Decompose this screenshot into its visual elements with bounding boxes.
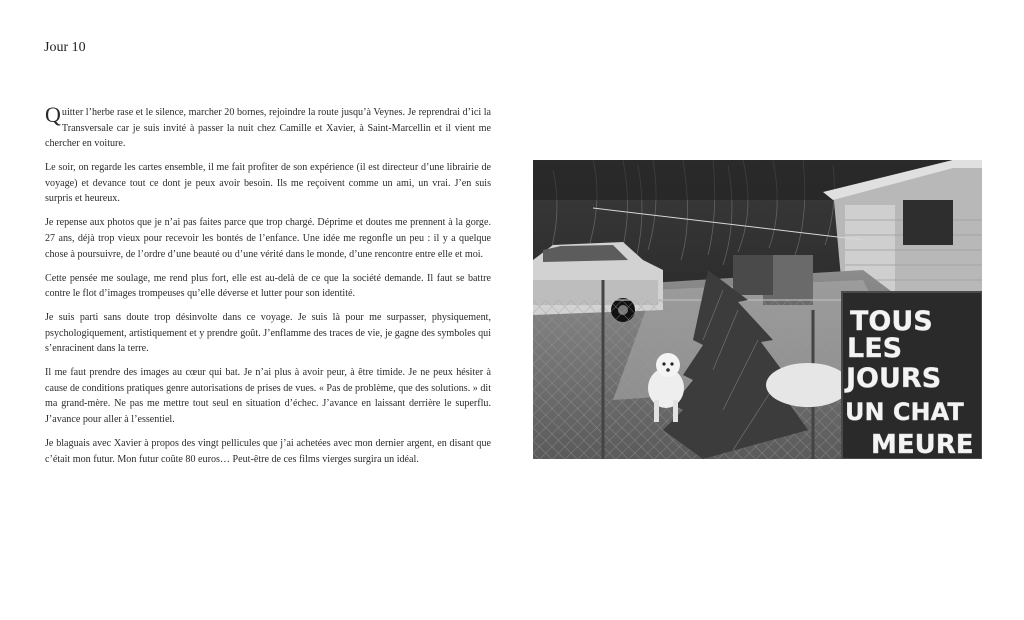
- paragraph-7: Je blaguais avec Xavier à propos des vingt pellicules que j’ai achetées avec mon dernier argent, en disant que c’était mon futur. Mon futur coûte 80 euros… Peut-être de ces films vierges surgira un idéal.: [45, 438, 491, 465]
- paragraph-4: Cette pensée me soulage, me rend plus fort, elle est au-delà de ce que la société demande. Il faut se battre contre le flot d’images trompeuses qu’elle déverse et lutter pour son identité.: [45, 272, 491, 300]
- paragraph-1: [45, 102, 491, 152]
- text-column: [45, 102, 491, 476]
- photo-scene: [533, 160, 982, 459]
- sign-line-3: JOURS: [846, 363, 942, 394]
- paragraph-5: Je suis parti sans doute trop désinvolte dans ce voyage. Je suis là pour me surpasser, physiquement, psychologiquement, artistiquement et y prendre goût. J’enflamme des traces de vie, je gagne des symboles qui s’enracinent dans la terre.: [45, 312, 491, 355]
- photograph: [533, 160, 982, 459]
- paragraph-3: Je repense aux photos que je n’ai pas faites parce que trop chargé. Déprime et doutes me prennent à la gorge. 27 ans, déjà trop vieux pour recevoir les bontés de l’enfance. Une idée me regonfle un peu : il y a quelque chose à poursuivre, de l’ordre d’une beauté ou d’une vérité dans le monde, d’une rencontre entre elle et moi.: [45, 217, 491, 260]
- sign-line-1: TOUS: [850, 306, 933, 337]
- painted-sign: [842, 292, 982, 459]
- paragraph-6: Il me faut prendre des images au cœur qui bat. Je n’ai plus à avoir peur, à être timide. Je ne peux hésiter à cause de conditions pratiques genre autorisations de prises de vues. « Pas de problème, que des solutions. » dit ma grand-mère. Ne pas me mettre tout seul en situation d’échec. J’avance en laissant derrière le superflu. J’avance pour aller à l’essentiel.: [45, 367, 491, 426]
- sign-line-2: LES: [847, 333, 903, 364]
- paragraph-1-text: uitter l’herbe rase et le silence, marcher 20 bornes, rejoindre la route jusqu’à Veynes. Je reprendrai d’ici la Transversale car je suis invité à passer la nuit chez Camille et Xavier, à Saint-Marcellin et il vient me chercher en voiture.: [45, 107, 491, 150]
- drop-cap: Q: [45, 102, 61, 127]
- sign-line-4: UN CHAT: [845, 398, 964, 426]
- page-title: Jour 10: [44, 40, 86, 55]
- sign-line-5: MEURE: [871, 430, 974, 459]
- paragraph-2: Le soir, on regarde les cartes ensemble, il me fait profiter de son expérience (il est directeur d’une librairie de voyage) et devance tout ce dont je peux avoir besoin. Ils me reçoivent comme un ami, un vrai. J’en suis surpris et heureux.: [45, 162, 491, 205]
